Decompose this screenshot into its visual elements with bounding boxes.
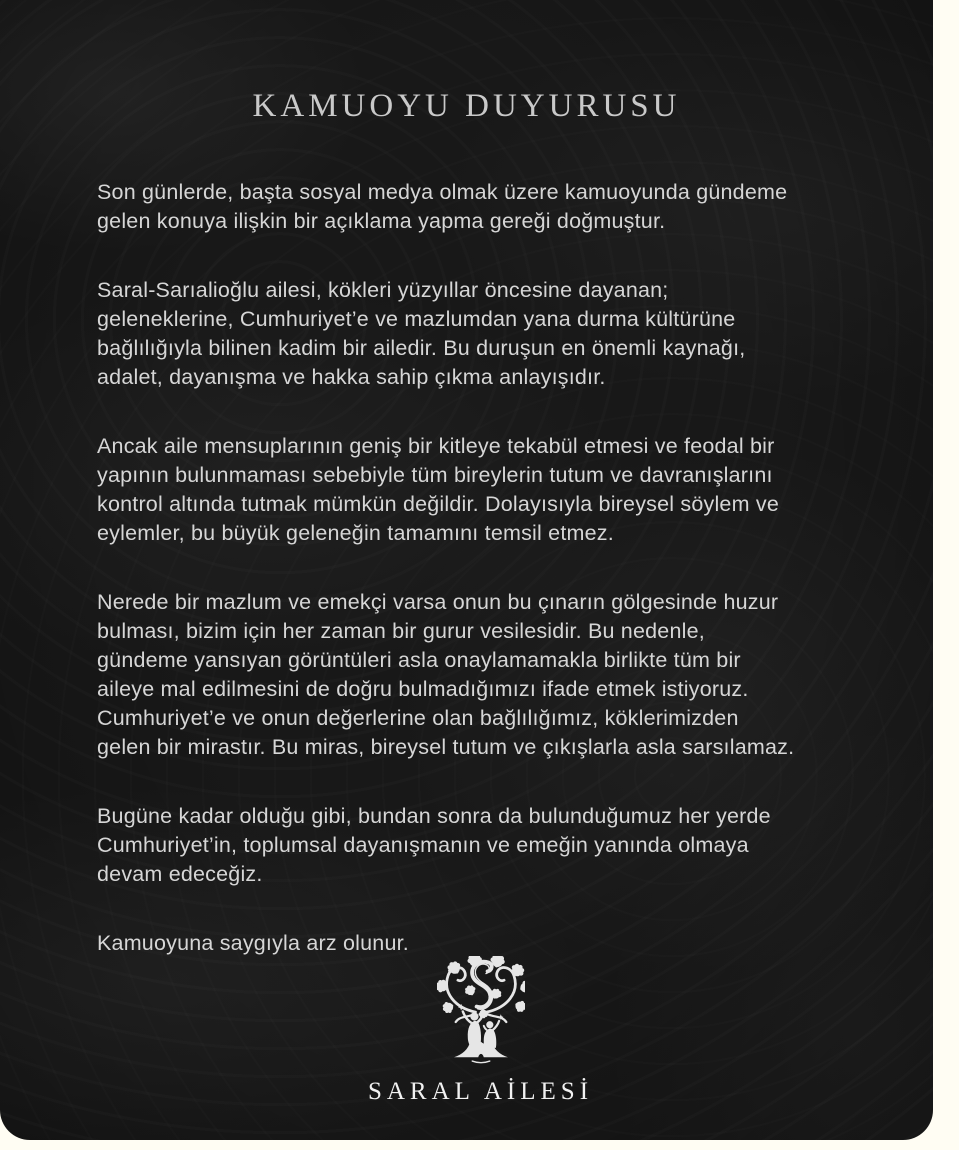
text-line: bağlılığıyla bilinen kadim bir ailedir. Bu duruşun en önemli kaynağı, <box>97 336 746 360</box>
text-line: Nerede bir mazlum ve emekçi varsa onun bu çınarın gölgesinde huzur <box>97 590 779 614</box>
text-line: gelen konuya ilişkin bir açıklama yapma gereği doğmuştur. <box>97 209 666 233</box>
text-line: Kamuoyuna saygıyla arz olunur. <box>97 931 409 955</box>
text-line: Ancak aile mensuplarının geniş bir kitleye tekabül etmesi ve feodal bir <box>97 434 775 458</box>
text-line: devam edeceğiz. <box>97 862 263 886</box>
text-line: yapının bulunmaması sebebiyle tüm bireylerin tutum ve davranışlarını <box>97 463 773 487</box>
text-line: bulması, bizim için her zaman bir gurur vesilesidir. Bu nedenle, <box>97 619 705 643</box>
text-line: Son günlerde, başta sosyal medya olmak üzere kamuoyunda gündeme <box>97 180 788 204</box>
trunk-base <box>454 1041 508 1063</box>
paragraph-4 <box>97 588 897 762</box>
text-line: Cumhuriyet’in, toplumsal dayanışmanın ve emeğin yanında olmaya <box>97 833 749 857</box>
family-logo <box>14 956 933 1106</box>
text-line: eylemler, bu büyük geleneğin tamamını temsil etmez. <box>97 521 614 545</box>
text-line: adalet, dayanışma ve hakka sahip çıkma anlayışıdır. <box>97 365 606 389</box>
text-line: Saral-Sarıalioğlu ailesi, kökleri yüzyıllar öncesine dayanan; <box>97 278 669 302</box>
s-swirl-trunk <box>472 962 492 1010</box>
text-line: kontrol altında tutmak mümkün değildir. Dolayısıyla bireysel söylem ve <box>97 492 779 516</box>
paragraph-3 <box>97 432 897 548</box>
child-figure <box>483 1014 503 1048</box>
announcement-title: KAMUOYU DUYURUSU <box>252 88 681 124</box>
text-line: gündeme yansıyan görüntüleri asla onaylamamakla birlikte tüm bir <box>97 648 741 672</box>
announcement-body <box>97 178 897 998</box>
text-line: aileye mal edilmesini de doğru bulmadığımızı ifade etmek istiyoruz. <box>97 677 749 701</box>
text-line: gelen bir mirastır. Bu miras, bireysel tutum ve çıkışlarla asla sarsılamaz. <box>97 735 795 759</box>
family-tree-icon <box>437 956 525 1066</box>
paragraph-1 <box>97 178 897 236</box>
paragraph-2 <box>97 276 897 392</box>
family-name: SARAL AİLESİ <box>367 1078 594 1105</box>
paragraph-5 <box>97 802 897 889</box>
paragraph-6 <box>97 929 897 958</box>
text-line: geleneklerine, Cumhuriyet’e ve mazlumdan yana durma kültürüne <box>97 307 736 331</box>
text-line: Bugüne kadar olduğu gibi, bundan sonra da bulunduğumuz her yerde <box>97 804 771 828</box>
text-line: Cumhuriyet’e ve onun değerlerine olan bağlılığımız, köklerimizden <box>97 706 739 730</box>
